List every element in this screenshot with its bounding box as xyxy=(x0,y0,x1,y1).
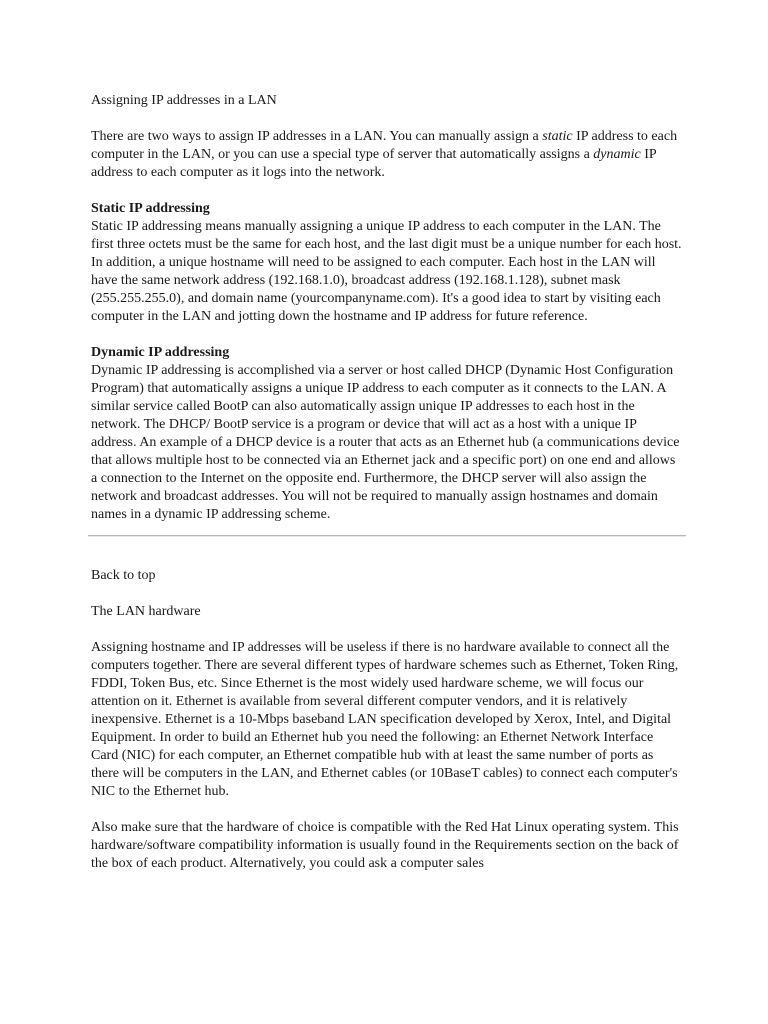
dynamic-ip-body: Dynamic IP addressing is accomplished via a server or host called DHCP (Dynamic Host Configuration Program) that automatically assigns a unique IP address to each computer as it connects to the LAN. A similar service called BootP can also automatically assign unique IP addresses to each host in the network. The DHCP/ BootP service is a program or device that will act as a host with a unique IP address. An example of a DHCP device is a router that acts as an Ethernet hub (a communications device that allows multiple host to be connected via an Ethernet jack and a specific port) on one end and allows a connection to the Internet on the opposite end. Furthermore, the DHCP server will also assign the network and broadcast addresses. You will not be required to manually assign hostnames and domain names in a dynamic IP addressing scheme. xyxy=(91,363,680,522)
dynamic-ip-heading: Dynamic IP addressing xyxy=(91,345,230,360)
static-ip-body: Static IP addressing means manually assigning a unique IP address to each computer in the LAN. The first three octets must be the same for each host, and the last digit must be a unique number for each host. In addition, a unique hostname will need to be assigned to each computer. Each host in the LAN will have the same network address (192.168.1.0), broadcast address (192.168.1.128), subnet mask (255.255.255.0), and domain name (yourcompanyname.com). It's a good idea to start by visiting each computer in the LAN and jotting down the hostname and IP address for future reference. xyxy=(91,219,682,324)
section-divider xyxy=(88,535,686,537)
static-ip-section xyxy=(91,200,683,326)
static-ip-heading: Static IP addressing xyxy=(91,201,210,216)
hardware-title: The LAN hardware xyxy=(91,604,201,619)
back-to-top-link[interactable]: Back to top xyxy=(91,568,156,583)
document-page xyxy=(91,92,683,891)
intro-text-1: There are two ways to assign IP addresses in a LAN. You can manually assign a xyxy=(91,129,543,144)
intro-emphasis-static: static xyxy=(542,129,573,144)
intro-emphasis-dynamic: dynamic xyxy=(593,147,641,162)
intro-text-3: IP address to each computer as it logs into the network. xyxy=(91,147,657,180)
hardware-paragraph-2: Also make sure that the hardware of choice is compatible with the Red Hat Linux operating system. This hardware/software compatibility information is usually found in the Requirements section on the back of the box of each product. Alternatively, you could ask a computer sales xyxy=(91,820,679,871)
dynamic-ip-section xyxy=(91,344,683,524)
intro-text-2: IP address to each computer in the LAN, or you can use a special type of server that automatically assigns a xyxy=(91,129,678,162)
intro-paragraph xyxy=(91,128,683,182)
page-title: Assigning IP addresses in a LAN xyxy=(91,93,277,108)
hardware-paragraph-1: Assigning hostname and IP addresses will be useless if there is no hardware available to connect all the computers together. There are several different types of hardware schemes such as Ethernet, Token Ring, FDDI, Token Bus, etc. Since Ethernet is the most widely used hardware scheme, we will focus our attention on it. Ethernet is available from several different computer vendors, and it is relatively inexpensive. Ethernet is a 10-Mbps baseband LAN specification developed by Xerox, Intel, and Digital Equipment. In order to build an Ethernet hub you need the following: an Ethernet Network Interface Card (NIC) for each computer, an Ethernet compatible hub with at least the same number of ports as there will be computers in the LAN, and Ethernet cables (or 10BaseT cables) to connect each computer's NIC to the Ethernet hub. xyxy=(91,640,679,799)
